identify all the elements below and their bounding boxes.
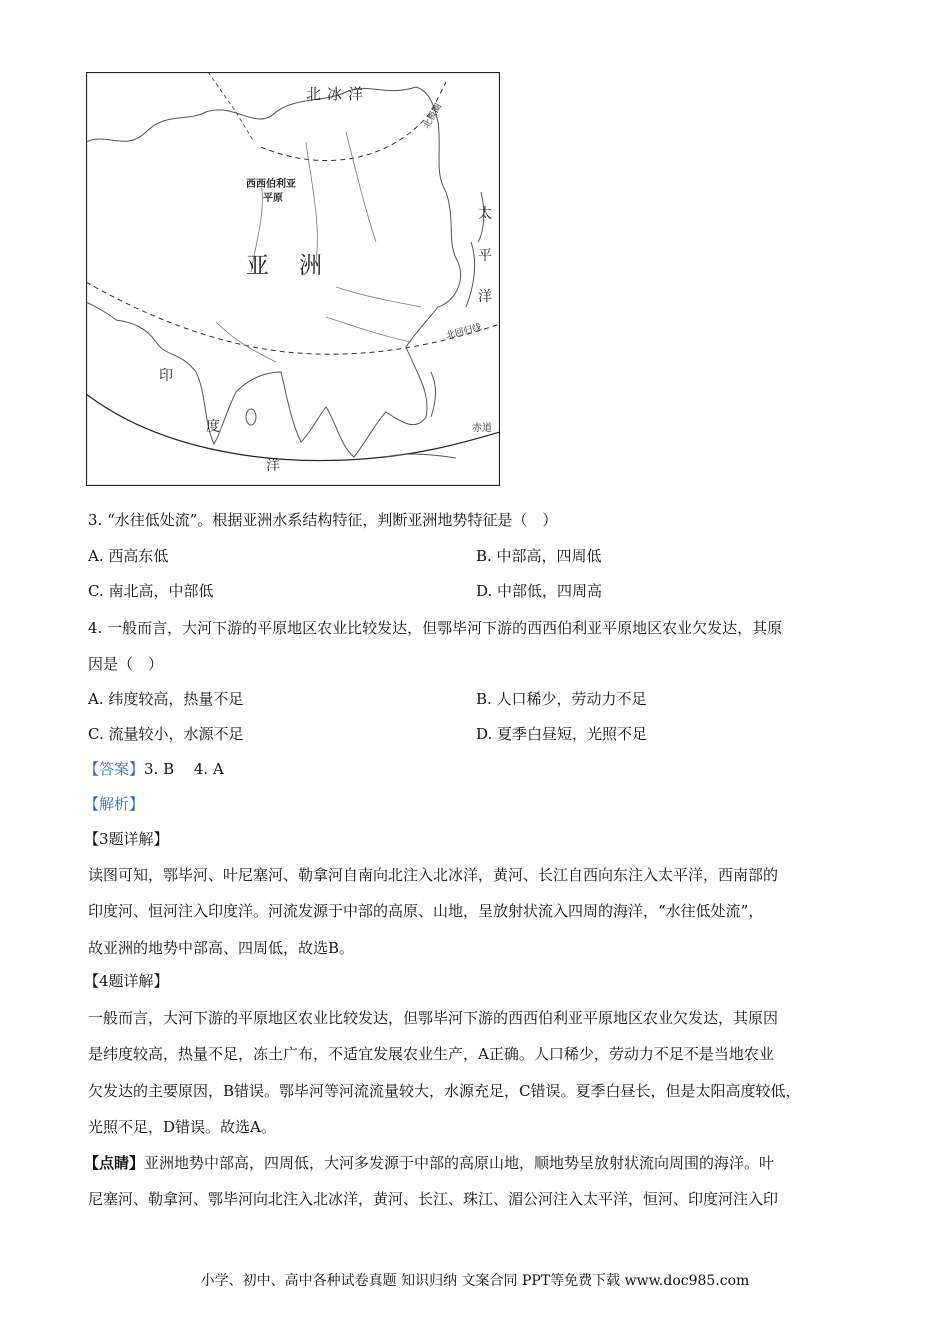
pacific-label-3: 洋: [478, 289, 492, 305]
page-footer: 小学、初中、高中各种试卷真题 知识归纳 文案合同 PPT等免费下载 www.doc985.com: [200, 1273, 750, 1289]
q4-option-a: A. 纬度较高，热量不足: [88, 690, 244, 708]
detail4-line-3: 欠发达的主要原因，B错误。鄂毕河等河流流量较大，水源充足，C错误。夏季白昼长，但是太阳高度较低，: [88, 1082, 801, 1100]
answer-text: 3. B 4. A: [144, 760, 224, 778]
analysis-tag: 【解析】: [84, 795, 145, 813]
q4-stem-line1: 4. 一般而言，大河下游的平原地区农业比较发达，但鄂毕河下游的西西伯利亚平原地区农业欠发达，其原: [88, 619, 783, 637]
detail4-line-1: 一般而言，大河下游的平原地区农业比较发达，但鄂毕河下游的西西伯利亚平原地区农业欠发达，其原因: [88, 1009, 779, 1027]
detail3-line-2: 印度河、恒河注入印度洋。河流发源于中部的高原、山地，呈放射状流入四周的海洋，“水往低处流”，: [88, 902, 764, 920]
asia-map: [86, 72, 500, 486]
tropic-of-cancer-label: 北回归线: [445, 322, 483, 342]
indian-ocean-label-1: 印: [159, 368, 173, 384]
equator-label: 赤道: [472, 423, 492, 434]
detail4-tag: 【4题详解】: [84, 972, 169, 990]
q3-stem: 3. “水往低处流”。根据亚洲水系结构特征，判断亚洲地势特征是（ ）: [88, 511, 558, 529]
detail4-line-4: 光照不足，D错误。故选A。: [88, 1118, 276, 1136]
pacific-label-2: 平: [478, 248, 492, 264]
q4-stem-line2: 因是（ ）: [88, 655, 164, 673]
arctic-circle-label: 北极圈: [421, 102, 445, 131]
west-siberian-plain-label-1: 西西伯利亚: [246, 179, 296, 190]
answer-tag: 【答案】: [84, 760, 145, 778]
point-line-1: [84, 1152, 774, 1173]
q3-option-b: B. 中部高，四周低: [476, 547, 602, 565]
point-text-1: 亚洲地势中部高，四周低，大河多发源于中部的高原山地，顺地势呈放射状流向周围的海洋。叶: [144, 1154, 775, 1172]
indian-ocean-label-2: 度: [206, 419, 220, 435]
asia-label: 亚洲: [246, 253, 352, 279]
arctic-ocean-label: 北冰洋: [306, 85, 370, 103]
asia-map-drawing: [86, 72, 500, 486]
detail3-line-1: 读图可知，鄂毕河、叶尼塞河、勒拿河自南向北注入北冰洋，黄河、长江自西向东注入太平洋，西南部的: [88, 866, 779, 884]
q4-option-c: C. 流量较小，水源不足: [88, 725, 244, 743]
indian-ocean-label-3: 洋: [266, 458, 280, 474]
point-tag: 【点睛】: [84, 1154, 145, 1172]
pacific-label-1: 太: [478, 206, 492, 222]
detail3-tag: 【3题详解】: [84, 830, 169, 848]
point-line-2: 尼塞河、勒拿河、鄂毕河向北注入北冰洋，黄河、长江、珠江、湄公河注入太平洋，恒河、印度河注入印: [88, 1190, 779, 1208]
detail3-line-3: 故亚洲的地势中部高、四周低，故选B。: [88, 939, 355, 957]
q4-option-b: B. 人口稀少，劳动力不足: [476, 690, 647, 708]
q3-option-a: A. 西高东低: [88, 547, 169, 565]
detail4-line-2: 是纬度较高，热量不足，冻土广布，不适宜发展农业生产，A正确。人口稀少，劳动力不足不是当地农业: [88, 1045, 774, 1063]
q4-option-d: D. 夏季白昼短，光照不足: [476, 725, 648, 743]
q3-option-d: D. 中部低，四周高: [476, 582, 603, 600]
answer-line: [84, 758, 224, 779]
west-siberian-plain-label-2: 平原: [263, 193, 283, 204]
q3-option-c: C. 南北高，中部低: [88, 582, 214, 600]
